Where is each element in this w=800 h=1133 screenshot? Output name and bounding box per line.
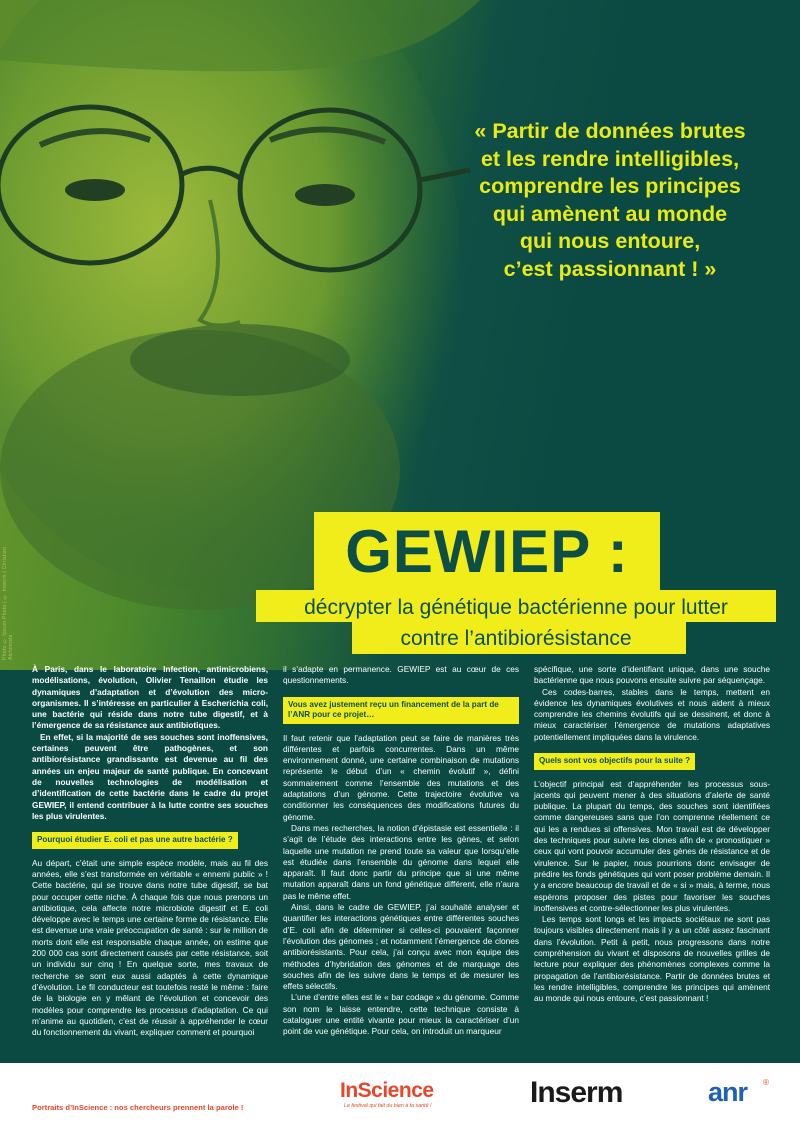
quote-line: qui nous entoure, — [519, 229, 701, 253]
answer-paragraph: L’objectif principal est d’appréhender les processus sous-jacents qui peuvent mener à des situations d’alerte de santé publique. La plupart du temps, des souches sont identifiées comme dangereuses sans que l’on comprenne réellement ce qui les a rendues si offensives. Mon travail est de développer des techniques pour suivre les clones afin de « pronostiquer » ceux qui vont pouvoir accumuler des gènes de résistance et de virulence. Sur le papier, nous pourrions donc envisager de prédire les fonds génétiques qui vont poser problème demain. Il y a encore beaucoup de travail et de « si » mais, à terme, nous espérons proposer des pistes pour favoriser les souches inoffensives et contre-sélectionner les plus virulentes. — [534, 778, 770, 913]
eye-left — [65, 179, 125, 201]
subtitle-line-2: contre l’antibiorésistance — [400, 627, 632, 650]
subtitle-line-1: décrypter la génétique bactérienne pour lutter — [304, 596, 728, 619]
forehead-shade — [0, 0, 480, 71]
inscience-logo — [340, 1079, 480, 1119]
answer-paragraph: il s’adapte en permanence. GEWIEP est au cœur de ces questionnements. — [283, 664, 519, 686]
answer-paragraph: Les temps sont longs et les impacts sociétaux ne sont pas toujours visibles directement mais il y a un côté assez fascinant dans l’évolution. Petit à petit, nous progressons dans notre compréhension du vivant et disposons de nouvelles grilles de lecture pour expliquer des phénomènes complexes comme la propagation de l’antibiorésistance. Partir de données brutes et les rendre intelligibles, comprendre les principes qui amènent au monde qui nous entoure, c’est passionnant ! — [534, 914, 770, 1004]
article-column-1 — [32, 664, 268, 1038]
answer-paragraph: Au départ, c’était une simple espèce modèle, mais au fil des années, elle s’est transformée en véritable « ennemi public » ! Cette bactérie, qui se trouve dans notre tube digestif, se bat pour occuper cette niche. À chaque fois que nous prenons un antibiotique, cela affecte notre microbiote digestif et E. coli développe avec le temps une certaine forme de résistance. Elle est devenue une vraie préoccupation de santé : sur le million de morts dont elle est responsable chaque année, on estime que 200 000 cas sont directement causés par cette résistance, soit un individu sur cinq ! En quelque sorte, mes travaux de recherche se sont eux aussi adaptés à cette dynamique d’évolution. Le fil conducteur est toutefois resté le même : faire de la biologie en y mêlant de l’évolution et concevoir des modèles pour comprendre les processus d’adaptation. Ce qui m’anime au quotidien, c’est de réussir à appréhender le cœur du fonctionnement du vivant, expliquer comment et pourquoi — [32, 857, 268, 1038]
inserm-wordmark: Inserm — [530, 1076, 623, 1109]
anr-wordmark: anr — [708, 1077, 748, 1107]
pull-quote — [440, 118, 780, 283]
quote-line: c’est passionnant ! » — [503, 256, 717, 281]
page-title: GEWIEP : — [345, 518, 629, 585]
registered-mark: ® — [763, 1078, 769, 1087]
inscience-tagline: Le festival qui fait du bien à ta santé ! — [344, 1103, 432, 1109]
article-column-3 — [534, 664, 770, 1005]
article-column-2 — [283, 664, 519, 1038]
footer-caption: Portraits d’InScience : nos chercheurs prennent la parole ! — [32, 1103, 244, 1112]
question-heading: Quels sont vos objectifs pour la suite ? — [534, 753, 695, 770]
answer-paragraph: Ces codes-barres, stables dans le temps, mettent en évidence les dynamiques évolutives et nous aident à mieux comprendre les chemins évolutifs qui se dessinent, et donc à mieux caractériser l’émergence de mutations adaptatives potentiellement impliquées dans la virulence. — [534, 686, 770, 742]
quote-line: et les rendre intelligibles, — [480, 146, 740, 171]
quote-line: « Partir de données brutes — [474, 119, 746, 143]
intro-paragraph: En effet, si la majorité de ses souches sont inoffensives, certaines peuvent être pathogènes, et son antibiorésistance grandissante est devenue au fil des années un enjeu majeur de santé publique. En concevant de nouvelles technologies de modélisation et d’identification de cette bactérie dans le cadre du projet GEWIEP, il entend contribuer à la lutte contre ses souches les plus virulentes. — [32, 731, 268, 821]
answer-paragraph: Dans mes recherches, la notion d’épistasie est essentielle : il s’agit de l’étude des interactions entre les gènes, et selon laquelle une mutation ne prend toute sa valeur que lorsqu’elle est étudiée dans l’ensemble du génome dans lequel elle apparaît. Il faut donc partir du principe que si une même mutation apparaît dans un fond génétique différent, elle n’aura pas le même effet. — [283, 822, 519, 901]
answer-paragraph: spécifique, une sorte d’identifiant unique, dans une souche bactérienne que nous pouvons ensuite suivre par séquençage. — [534, 664, 770, 686]
eye-right — [295, 184, 355, 206]
answer-paragraph: Ainsi, dans le cadre de GEWIEP, j’ai souhaité analyser et quantifier les interactions génétiques entre différentes souches d’E. coli afin de déterminer si celles-ci pouvaient façonner l’évolution des génomes ; et notamment l’émergence de clones antibiorésistants. Pour cela, j’ai conçu avec mon équipe des méthodes d’hybridation des génomes et de marquage des souches afin de les suivre dans le temps et de mesurer les effets sélectifs. — [283, 902, 519, 992]
intro-paragraph: À Paris, dans le laboratoire Infection, antimicrobiens, modélisations, évolution, Olivier Tenaillon étudie les dynamiques d’adaptation et d’évolution des micro-organismes. Il s’intéresse en particulier à Escherichia coli, une bactérie qui réside dans notre tube digestif, et à l’émergence de sa résistance aux antibiotiques. — [32, 664, 268, 731]
mustache-shape — [130, 324, 350, 396]
quote-line: qui amènent au monde — [492, 201, 728, 226]
question-heading: Vous avez justement reçu un financement de la part de l’ANR pour ce projet… — [283, 697, 519, 724]
answer-paragraph: L’une d’entre elles est le « bar codage » du génome. Comme son nom le laisse entendre, cette technique consiste à cataloguer une entité vivante pour mieux la caractériser d’un point de vue génétique. Pour cela, on introduit un marqueur — [283, 992, 519, 1037]
question-heading: Pourquoi étudier E. coli et pas une autre bactérie ? — [32, 832, 238, 849]
photo-credit: Photo © Ipsum Photo | © Inserm | Christian Alchimiste — [2, 546, 14, 660]
quote-line: comprendre les principes — [479, 174, 741, 198]
inscience-wordmark: InScience — [340, 1079, 434, 1102]
anr-logo — [708, 1077, 778, 1113]
inserm-logo — [530, 1076, 640, 1116]
subtitle — [256, 592, 776, 654]
answer-paragraph: Il faut retenir que l’adaptation peut se faire de manières très différentes et parfois concurrentes. Dans un même environnement donné, une certaine combinaison de mutations représente le début d’un « chemin évolutif », défini sommairement comme l’ensemble des mutations et des adaptations d’un génome. Cette trajectoire évolutive va conditionner les conséquences des modifications futures du génome. — [283, 732, 519, 822]
